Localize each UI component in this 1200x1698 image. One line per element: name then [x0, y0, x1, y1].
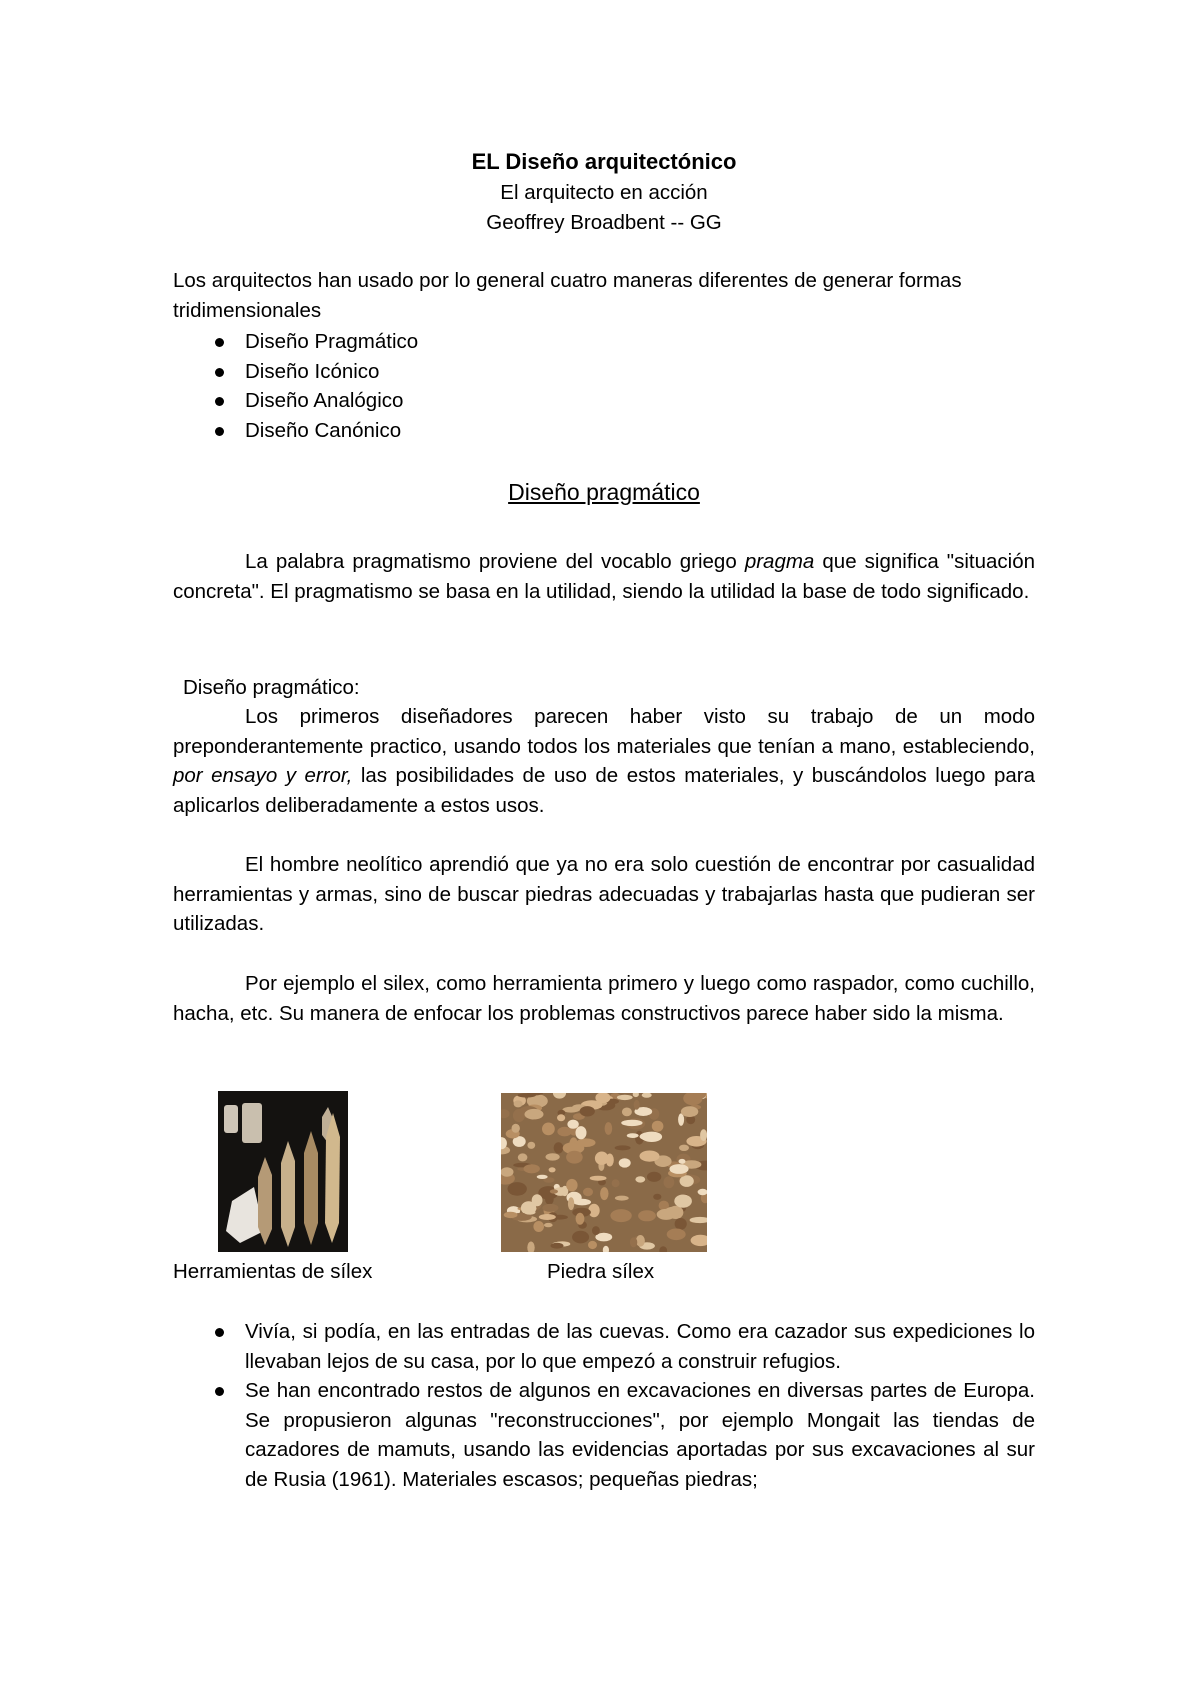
- paragraph-first-designers: [173, 702, 1035, 820]
- pebble-shape: [635, 1176, 645, 1182]
- stone-caption: Piedra sílex: [547, 1260, 655, 1283]
- pebble-shape: [504, 1212, 518, 1218]
- pebble-shape: [544, 1223, 553, 1227]
- document-title: EL Diseño arquitectónico: [471, 149, 737, 174]
- pebble-shape: [549, 1167, 556, 1172]
- pebble-shape: [580, 1106, 595, 1116]
- pebble-shape: [657, 1209, 676, 1220]
- neolithic-list: [173, 1317, 1035, 1494]
- section-heading: Diseño pragmático: [508, 479, 700, 505]
- pebble-shape: [636, 1235, 645, 1247]
- intro-paragraph: Los arquitectos han usado por lo general cuatro maneras diferentes de generar formas tridimensionales: [173, 269, 962, 322]
- paragraph-pragmatism: [173, 547, 1035, 606]
- document-subtitle: El arquitecto en acción: [500, 181, 708, 204]
- pebble-shape: [533, 1221, 544, 1232]
- bullet-icon: [215, 368, 224, 377]
- pebble-shape: [514, 1100, 523, 1107]
- paragraph-text: que significa "situación concreta". El pragmatismo se basa en la utilidad, siendo la utilidad la base de todo significado.: [173, 550, 1035, 603]
- pebble-shape: [669, 1164, 688, 1174]
- bullet-icon: [215, 1387, 224, 1396]
- pebble-shape: [557, 1127, 571, 1137]
- list-item: [173, 386, 1035, 416]
- pebble-shape: [664, 1176, 675, 1188]
- list-item: [173, 1376, 1035, 1494]
- pebble-shape: [681, 1106, 698, 1117]
- pebble-shape: [640, 1132, 662, 1141]
- pebble-shape: [678, 1113, 684, 1125]
- list-item-label: Diseño Canónico: [245, 418, 402, 442]
- pebble-shape: [680, 1175, 694, 1187]
- pebble-shape: [653, 1194, 661, 1200]
- pebble-shape: [557, 1114, 565, 1121]
- document-author: Geoffrey Broadbent -- GG: [486, 210, 722, 234]
- pebble-shape: [567, 1120, 578, 1129]
- pebble-shape: [619, 1158, 631, 1167]
- list-item-label: Diseño Pragmático: [245, 330, 419, 353]
- pebble-shape: [576, 1126, 587, 1139]
- emphasis-text: pragma: [744, 550, 815, 573]
- pebble-shape: [539, 1188, 547, 1195]
- list-item: [173, 416, 1035, 446]
- pebble-shape: [617, 1095, 633, 1100]
- pebble-shape: [532, 1194, 543, 1206]
- bullet-icon: [215, 338, 224, 347]
- pebble-shape: [583, 1188, 593, 1196]
- list-item-label: Diseño Icónico: [245, 359, 380, 383]
- pebble-shape: [508, 1182, 527, 1196]
- pebble-shape: [638, 1210, 656, 1221]
- pebble-shape: [524, 1210, 536, 1214]
- bullet-icon: [215, 1328, 224, 1337]
- pebble-shape: [667, 1229, 686, 1241]
- paragraph-neolithic: El hombre neolítico aprendió que ya no era solo cuestión de encontrar por casualidad herramientas y armas, sino de buscar piedras adecuadas y trabajarlas hasta que pudieran ser utilizadas.: [173, 853, 1035, 935]
- pebble-shape: [675, 1218, 687, 1230]
- flint-stones-image: [501, 1093, 707, 1252]
- pebble-shape: [525, 1109, 544, 1120]
- pebble-shape: [622, 1108, 632, 1117]
- pebble-shape: [674, 1195, 692, 1208]
- design-types-list: [173, 327, 1035, 445]
- pebble-shape: [539, 1214, 556, 1220]
- pebble-shape: [542, 1123, 555, 1136]
- pebble-shape: [652, 1121, 664, 1132]
- pebble-shape: [566, 1179, 577, 1192]
- pebble-shape: [605, 1122, 613, 1135]
- pebble-shape: [700, 1129, 707, 1141]
- pebble-shape: [634, 1100, 640, 1110]
- pebble-shape: [679, 1145, 689, 1151]
- list-item-text: Vivía, si podía, en las entradas de las cuevas. Como era cazador sus expediciones lo llevaban lejos de su casa, por lo que empezó a construir refugios.: [245, 1320, 1035, 1373]
- pebble-shape: [524, 1164, 540, 1173]
- list-item: [173, 327, 1035, 357]
- pebble-shape: [679, 1159, 686, 1164]
- pebble-shape: [566, 1151, 583, 1164]
- pebble-shape: [621, 1120, 642, 1126]
- pebble-shape: [546, 1153, 560, 1160]
- list-item: [173, 357, 1035, 387]
- pebble-shape: [588, 1241, 597, 1249]
- bullet-icon: [215, 427, 224, 436]
- pebble-shape: [568, 1197, 574, 1210]
- pebble-shape: [518, 1153, 528, 1161]
- pebble-shape: [542, 1204, 558, 1212]
- pebble-shape: [647, 1172, 661, 1182]
- paragraph-silex: Por ejemplo el silex, como herramienta primero y luego como raspador, como cuchillo, hacha, etc. Su manera de enfocar los problemas constructivos parece haber sido la misma.: [173, 972, 1035, 1025]
- pebble-shape: [600, 1187, 608, 1200]
- list-item-text: Se han encontrado restos de algunos en excavaciones en diversas partes de Europa. Se propusieron algunas "reconstrucciones", por ejemplo Mongait las tiendas de cazadores de mamuts, usando las evidencias aportadas por sus excavaciones al sur de Rusia (1961). Materiales escasos; pequeñas piedras;: [245, 1379, 1035, 1491]
- pebble-shape: [630, 1237, 637, 1247]
- emphasis-text: por ensayo y error,: [173, 764, 353, 787]
- pebble-shape: [615, 1196, 629, 1201]
- list-item-label: Diseño Analógico: [245, 389, 404, 412]
- flint-tools-image: [218, 1091, 348, 1252]
- pebble-shape: [550, 1189, 558, 1193]
- pebble-shape: [595, 1152, 609, 1165]
- pebble-shape: [640, 1151, 660, 1162]
- subheading: Diseño pragmático:: [183, 676, 360, 699]
- pebble-shape: [577, 1138, 596, 1147]
- bullet-icon: [215, 397, 224, 406]
- pebble-shape: [576, 1213, 585, 1225]
- pebble-shape: [590, 1176, 607, 1181]
- pebble-shape: [537, 1175, 548, 1179]
- pebble-shape: [554, 1142, 564, 1153]
- pebble-shape: [501, 1167, 514, 1176]
- title-block: [173, 146, 1035, 237]
- pebble-shape: [610, 1209, 631, 1222]
- pebble-shape: [517, 1093, 536, 1097]
- pebble-shape: [527, 1142, 535, 1149]
- paragraph-text: Los primeros diseñadores parecen haber visto su trabajo de un modo preponderantemente practico, usando todos los materiales que tenían a mano, estableciendo,: [173, 705, 1035, 758]
- tools-caption: Herramientas de sílex: [173, 1260, 373, 1283]
- paragraph-text: las posibilidades de uso de estos materiales, y buscándolos luego para aplicarlos deliberadamente a estos usos.: [173, 764, 1035, 817]
- pebble-shape: [572, 1231, 589, 1244]
- paragraph-text: La palabra pragmatismo proviene del vocablo griego: [245, 550, 745, 573]
- pebble-shape: [627, 1133, 639, 1138]
- list-item: [173, 1317, 1035, 1376]
- pebble-shape: [512, 1124, 520, 1133]
- pebble-shape: [615, 1145, 631, 1150]
- pebble-shape: [551, 1243, 564, 1249]
- pebble-shape: [592, 1226, 600, 1235]
- pebble-shape: [612, 1179, 620, 1187]
